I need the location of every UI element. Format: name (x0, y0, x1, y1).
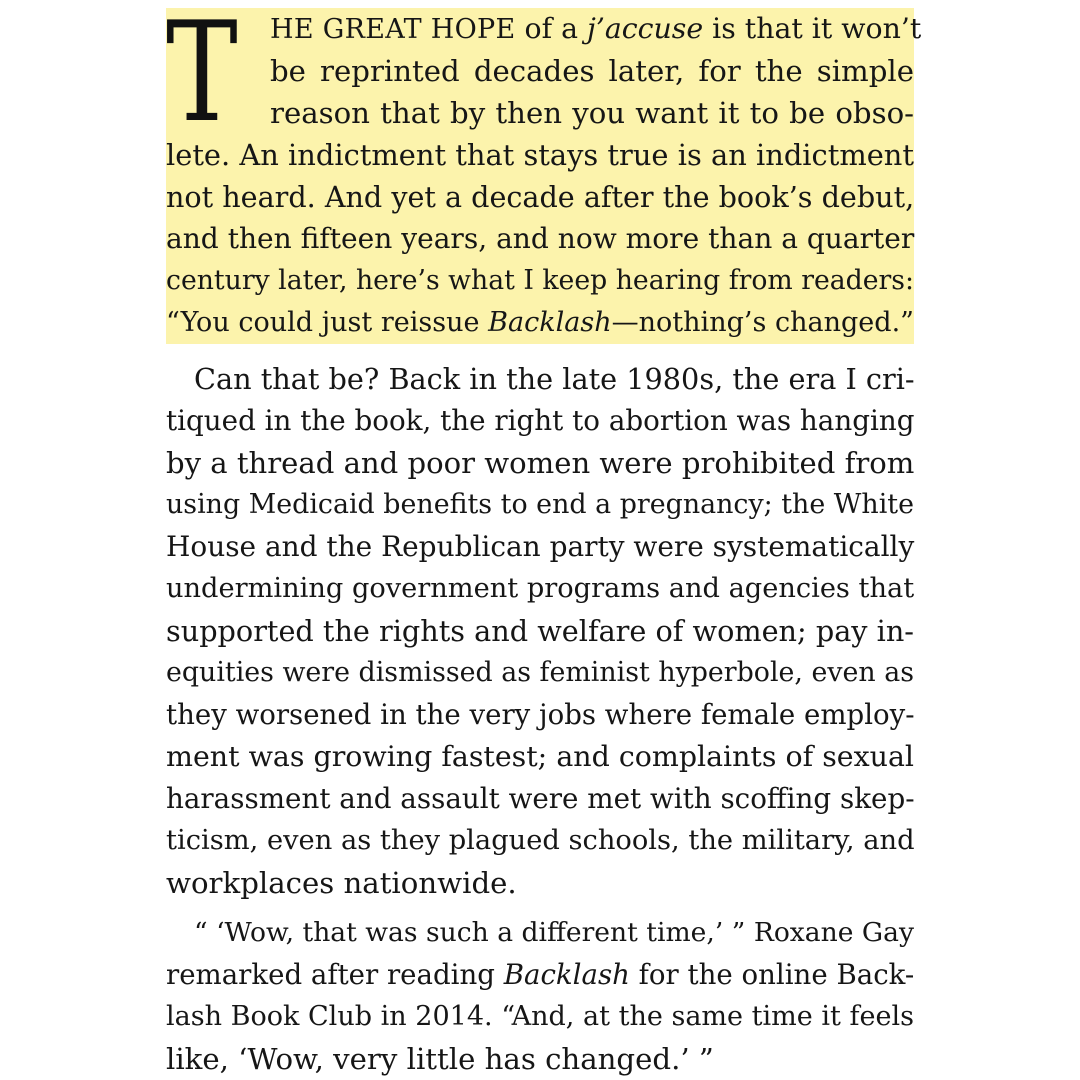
p2-line-6: undermining government programs and agencies that (166, 573, 915, 604)
p3-line-2-post: for the online Back- (629, 958, 915, 991)
p2-line-9: they worsened in the very jobs where female employ- (166, 698, 915, 731)
p1-line-8-post: —nothing’s changed.” (611, 307, 914, 338)
p1-line-4: lete. An indictment that stays true is an indictment (166, 138, 914, 172)
p1-line-5: not heard. And yet a decade after the book’s debut, (166, 180, 915, 214)
p2-line-10: ment was growing fastest; and complaints of sexual (166, 740, 914, 773)
p2-line-4: using Medicaid benefits to end a pregnancy; the White (166, 489, 914, 520)
p1-line-7: century later, here’s what I keep hearing from readers: (166, 265, 914, 296)
p1-line-1-italic: j’accuse (587, 12, 704, 45)
p3-line-1: “ ‘Wow, that was such a different time,’ ” Roxane Gay (194, 917, 914, 948)
p1-line-8-italic: Backlash (488, 307, 612, 338)
p1-lead-smallcaps: HE GREAT HOPE (270, 14, 516, 45)
p2-line-3: by a thread and poor women were prohibited from (166, 446, 915, 480)
p3-line-2 (166, 954, 914, 996)
drop-cap: T (166, 0, 238, 153)
p2-line-13: workplaces nationwide. (166, 866, 517, 900)
p3-line-4: like, ‘Wow, very little has changed.’ ” (166, 1042, 714, 1076)
p2-line-5: House and the Republican party were systematically (166, 530, 915, 563)
p3-line-2-italic: Backlash (503, 958, 630, 991)
p2-line-11: harassment and assault were met with scoffing skep- (166, 782, 915, 815)
p1-line-8-pre: “You could just reissue (166, 307, 489, 338)
p3-line-2-pre: remarked after reading (166, 958, 504, 991)
p1-line-6: and then fifteen years, and now more than a quarter (166, 222, 915, 255)
p2-line-2: tiqued in the book, the right to abortion was hanging (166, 404, 915, 437)
p2-line-12: ticism, even as they plagued schools, the military, and (166, 825, 915, 856)
p1-line-1 (270, 8, 922, 50)
p1-line-2: be reprinted decades later, for the simple (270, 54, 914, 88)
p2-line-1: Can that be? Back in the late 1980s, the era I cri- (194, 362, 915, 396)
p1-line-3: reason that by then you want it to be obso- (270, 96, 914, 130)
p3-line-3: lash Book Club in 2014. “And, at the same time it feels (166, 1001, 914, 1032)
p1-line-8 (166, 302, 914, 344)
p1-line-1-post: is that it won’t (703, 12, 922, 45)
p2-line-7: supported the rights and welfare of women; pay in- (166, 614, 914, 648)
p1-line-1-pre: of a (515, 12, 588, 45)
p2-line-8: equities were dismissed as feminist hyperbole, even as (166, 657, 914, 688)
